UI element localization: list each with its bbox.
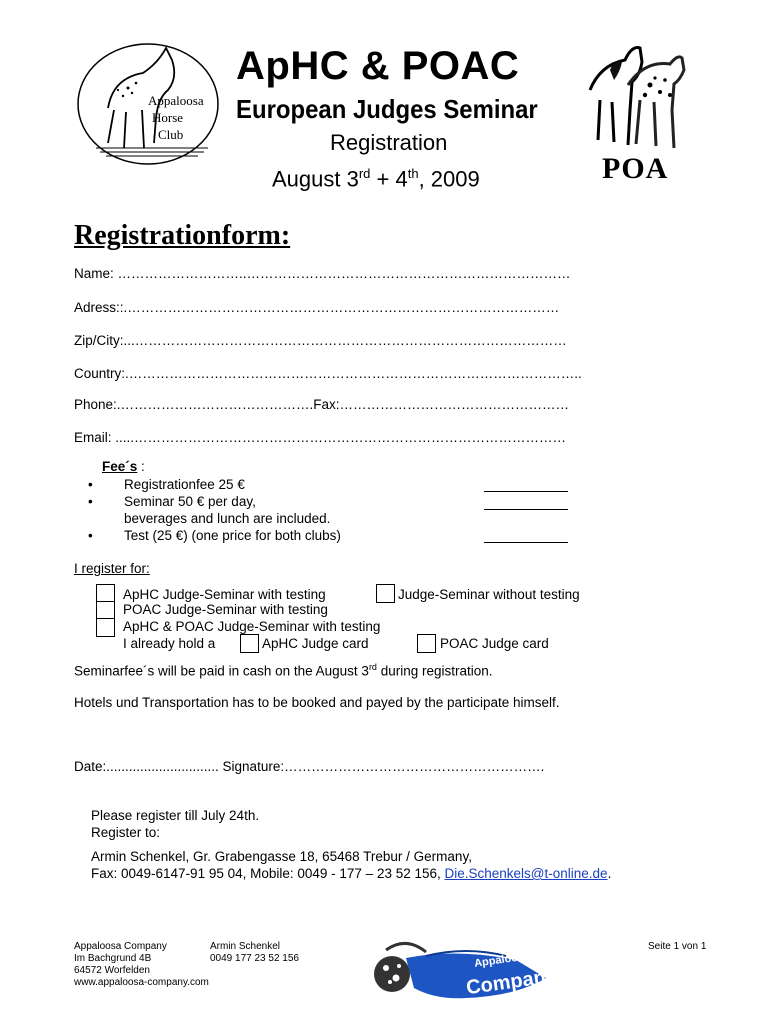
fee-registration: • Registrationfee 25 € xyxy=(88,477,245,492)
option-poac-with-testing: POAC Judge-Seminar with testing xyxy=(123,602,328,617)
fees-section: Fee´s : • Registrationfee 25 € • Seminar 50 € per day, beverages and lunch are included. • Test (25 €) (one price for both clubs) xyxy=(102,459,145,474)
appaloosa-company-logo xyxy=(366,938,566,1010)
event-date: August 3rd + 4th, 2009 xyxy=(272,166,480,192)
logo-big-text: Company xyxy=(464,964,559,1000)
option-aphc-card: ApHC Judge card xyxy=(262,636,369,651)
form-heading: Registrationform: xyxy=(74,220,291,251)
poa-logo xyxy=(570,40,702,190)
page-title: ApHC & POAC xyxy=(236,44,520,88)
fee-test: • Test (25 €) (one price for both clubs) xyxy=(88,528,341,543)
name-field[interactable]: Name: ………………………..……………………………………………………………… xyxy=(74,266,571,281)
deadline-text: Please register till July 24th. xyxy=(91,808,260,823)
checkbox-without-testing[interactable] xyxy=(376,584,395,603)
contact-address: Armin Schenkel, Gr. Grabengasse 18, 65468 Trebur / Germany, xyxy=(91,849,472,864)
option-already-hold: I already hold a xyxy=(123,636,216,651)
logo-text-horse: Horse xyxy=(152,110,184,125)
footer-person: Armin Schenkel 0049 177 23 52 156 xyxy=(210,941,299,964)
option-without-testing: Judge-Seminar without testing xyxy=(398,587,580,602)
email-field[interactable]: Email: .....…………………………………………………………………………………… xyxy=(74,430,567,445)
page-subtitle: European Judges Seminar xyxy=(236,94,538,124)
hotels-note: Hotels und Transportation has to be booked and payed by the participate himself. xyxy=(74,695,560,710)
logo-text-appaloosa: Appaloosa xyxy=(148,93,204,108)
contact-email-link[interactable]: Die.Schenkels@t-online.de xyxy=(444,866,608,881)
registration-label: Registration xyxy=(330,130,448,155)
zip-city-field[interactable]: Zip/City:...…………………………………………………………………………………… xyxy=(74,333,567,348)
checkbox-aphc-card[interactable] xyxy=(240,634,259,653)
poa-logo-text: POA xyxy=(602,152,669,185)
logo-text-club: Club xyxy=(158,127,184,142)
checkbox-both-with-testing[interactable] xyxy=(96,618,115,637)
fee-seminar: • Seminar 50 € per day, xyxy=(88,494,256,509)
address-field[interactable]: Adress::.…………………………………………………………………………………… xyxy=(74,300,560,315)
option-poac-card: POAC Judge card xyxy=(440,636,549,651)
checkbox-poac-card[interactable] xyxy=(417,634,436,653)
register-title: I register for: xyxy=(74,561,150,576)
page-number: Seite 1 von 1 xyxy=(648,941,707,952)
register-to-label: Register to: xyxy=(91,825,161,840)
fees-title: Fee´s xyxy=(102,459,138,474)
option-aphc-with-testing: ApHC Judge-Seminar with testing xyxy=(123,587,326,602)
footer-company: Appaloosa Company Im Bachgrund 4B 64572 Worfelden www.appaloosa-company.com xyxy=(74,941,209,988)
logo-small-text: Appaloosa xyxy=(473,950,531,970)
date-signature-field[interactable]: Date:.............................. Signature:…………………………………………………. xyxy=(74,759,545,774)
fee-seminar-blank[interactable] xyxy=(484,497,568,510)
fee-note: beverages and lunch are included. xyxy=(124,511,331,526)
country-field[interactable]: Country:.……………………………………………………………………………………….. xyxy=(74,366,582,381)
footer-website[interactable]: www.appaloosa-company.com xyxy=(74,977,209,988)
fee-test-blank[interactable] xyxy=(484,530,568,543)
option-both-with-testing: ApHC & POAC Judge-Seminar with testing xyxy=(123,619,381,634)
contact-phone: Fax: 0049-6147-91 95 04, Mobile: 0049 - 177 – 23 52 156, Die.Schenkels@t-online.de. xyxy=(91,866,612,881)
fee-registration-blank[interactable] xyxy=(484,479,568,492)
appaloosa-horse-club-logo xyxy=(68,38,224,168)
cash-note: Seminarfee´s will be paid in cash on the August 3rd during registration. xyxy=(74,662,493,679)
phone-fax-field[interactable]: Phone:.…………………………………….Fax:…………………………………………… xyxy=(74,397,570,412)
